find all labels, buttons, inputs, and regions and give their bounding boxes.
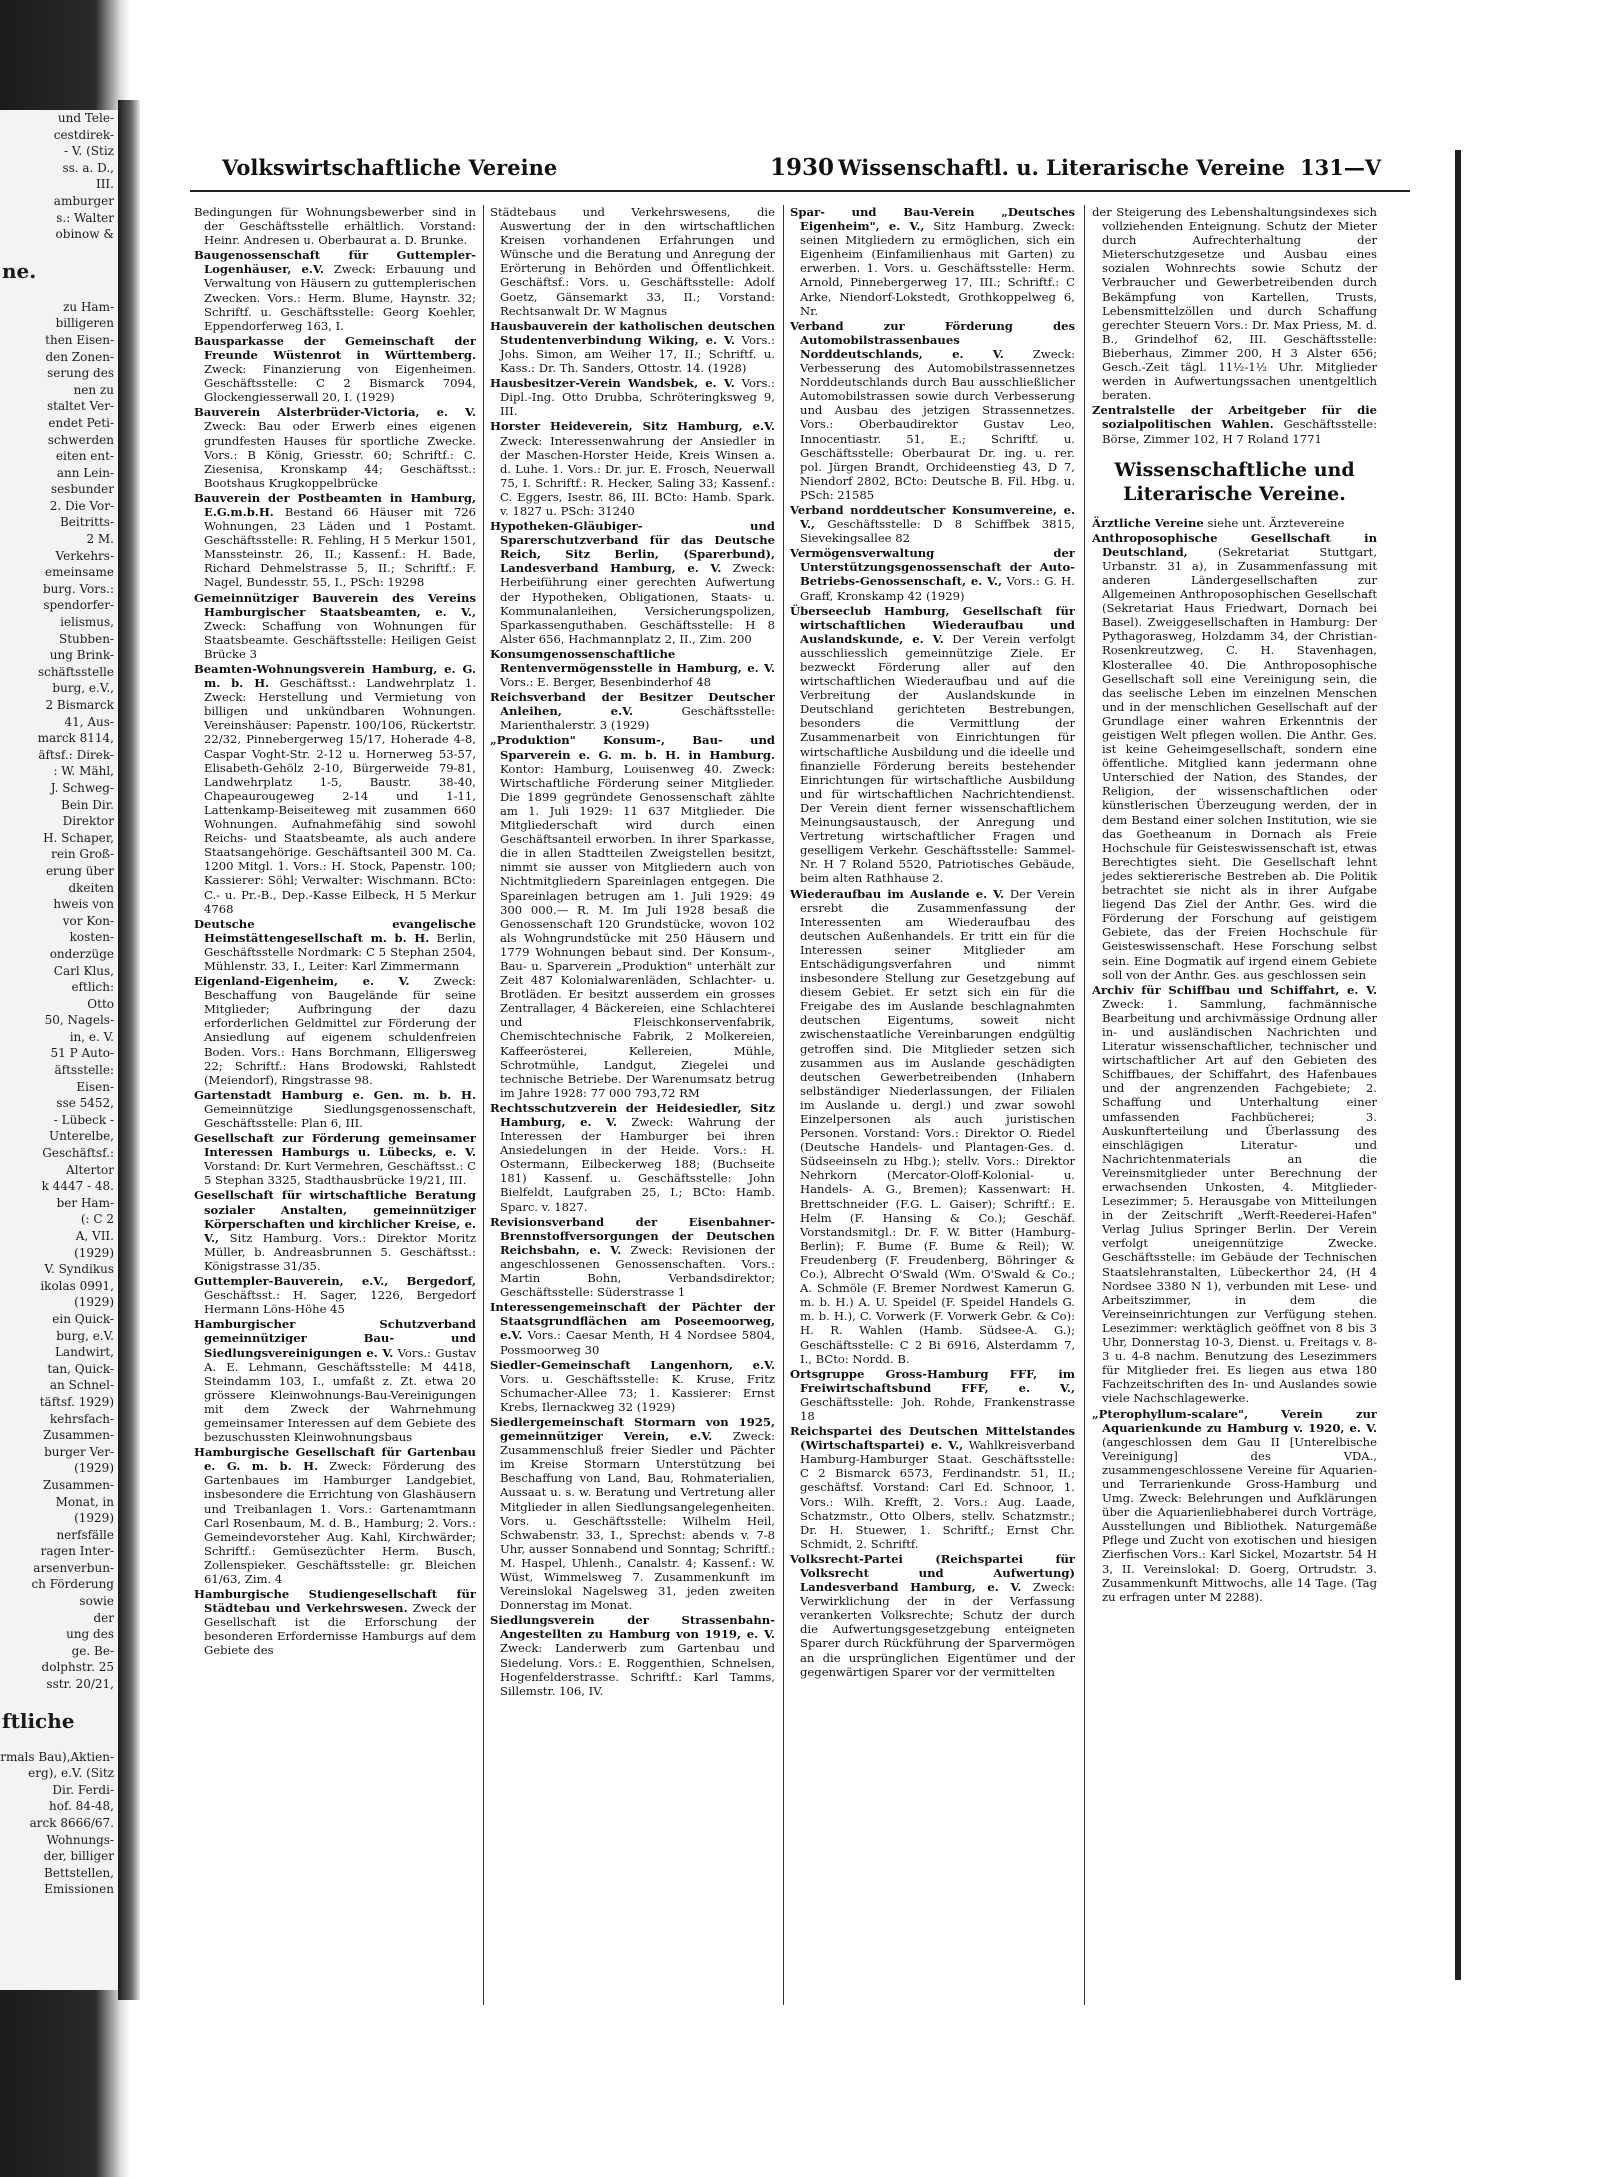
facing-page-line: arck 8666/67. [29,1816,114,1830]
facing-page-line: ielismus, [60,615,114,630]
book-gutter [118,100,140,2000]
facing-page-line: arsenverbun- [33,1560,114,1575]
directory-entry [1092,983,1377,1406]
facing-page-line: sstr. 20/21, [46,1677,114,1692]
entry-text: Zweck: Herbeiführung einer gerechten Aufwertung der Hypotheken, Obligationen, Staats- u. Kommunalanleihen, Versicherungspolizen, Sparkassenguthaben. Geschäftsstelle: H 8 Alster 656, Hachmannplatz 2, II., Zim. 200 [500,561,775,646]
entry-title: Volksrecht-Partei (Reichspartei für Volksrecht und Aufwertung) Landesverband Hamburg, e. V. [790,1551,1075,1595]
entry-title: Vermögensverwaltung der Unterstützungsgenossenschaft der Auto-Betriebs-Genossenschaft, e. V., [790,546,1075,589]
facing-page-line: Altertor [66,1162,114,1177]
facing-page-line: täftsf. 1929) [39,1394,114,1409]
entry-title: Hamburgischer Schutzverband gemeinnütziger Bau- und Siedlungsvereinigungen e. V. [194,1317,476,1360]
entry-title: Reichsverband der Besitzer Deutscher Anleihen, e.V. [490,690,775,719]
entry-text: Zweck: Schaffung von Wohnungen für Staatsbeamte. Geschäftsstelle: Heiligen Geist Brücke 3 [204,618,476,661]
entry-text: Vors.: Dipl.-Ing. Otto Drubba, Schröteringksweg 9, III. [500,376,775,419]
directory-entry [1092,205,1377,402]
entry-text: Vors.: E. Berger, Besenbinderhof 48 [500,675,711,690]
directory-entry [194,1587,476,1657]
directory-entry [194,1445,476,1586]
entry-text: Zweck: Wahrung der Interessen der Hamburger bei ihren Ansiedelungen in der Heide. Vors.: H. Ostermann, Eilbeckerweg 188; (Buchseite 181) Kassenf. u. Geschäftsstelle: John Bielfeldt, Laufgraben 25, I.; BCto: Hamb. Sparc. v. 1827. [500,1115,775,1214]
entry-title: Deutsche evangelische Heimstättengesellschaft m. b. H. [194,916,476,945]
facing-page-line: hof. 84-48, [48,1799,114,1814]
facing-page-line: : W. Mähl, [53,764,114,779]
facing-page-line: sesbunder [50,482,114,497]
facing-page-line: äftsf.: Direk- [38,747,114,762]
facing-page-line: zu Ham- [63,299,114,314]
entry-title: Siedlergemeinschaft Stormarn von 1925, gemeinnütziger Verein, e.V. [490,1414,775,1444]
entry-title: Hausbesitzer-Verein Wandsbek, e. V. [490,376,735,391]
facing-page-line: serung des [47,366,114,381]
text-column-4 [1092,205,1377,2045]
entry-text: Der Verein verfolgt ausschliesslich gemeinnützige Ziele. Er bezweckt Förderung aller auf den wirtschaftlichen Wiederaufbau und auf die Verbreitung der Auslandskunde in Deutschland gerichteten Bestrebungen, besonders die Vermittlung der Zusammenarbeit von Einrichtungen für wirtschaftliche Ausbildung und die ideelle und finanzielle Förderung bereits bestehender Einrichtungen für wirtschaftliche Ausbildung und für wirtschaftlichen Nachrichtendienst. Der Verein dient ferner wissenschaftlichem Meinungsaustausch, der Anregung und Vertretung wirtschaftlicher Fragen und geselligem Verkehr. Geschäftsstelle: Sammel-Nr. H 7 Roland 5520, Patriotisches Gebäude, beim alten Rathhause 2. [800,631,1075,886]
running-header [180,153,1410,183]
entry-text: Zweck der Gesellschaft ist die Erforschung der besonderen Erfordernisse Hamburgs auf dem Gebiete des [204,1601,476,1658]
entry-text: Bedingungen für Wohnungsbewerber sind in der Geschäftsstelle erhältlich. Vorstand: Heinr. Andresen u. Oberbaurat a. D. Brunke. [194,205,476,248]
facing-page-line: Unterelbe, [48,1129,114,1144]
scan-right-margin [1430,0,1600,2177]
entry-text: Geschäftsst.: H. Sager, 1226, Bergedorf Hermann Löns-Höhe 45 [204,1288,476,1317]
entry-text: Zweck: 1. Sammlung, fachmännische Bearbeitung und archivmässige Ordnung aller in- und ausländischen Nachrichten und Literatur wissenschaftlicher, technischer und wirtschaftlicher Art auf den Gebieten des Schiffbaues, der Schiffahrt, des Hafenbaues und der angrenzenden Fachgebiete; 2. Schaffung und Unterhaltung einer umfassenden Fachbücherei; 3. Auskunfterteilung und Überlassung des einschlägigen Literatur- und Nachrichtenmaterials an die Vereinsmitglieder unter Berechnung der erwachsenden Unkosten, 4. Mitglieder-Lesezimmer; 5. Herausgabe von Mitteilungen in der Zeitschrift „Werft-Reederei-Hafen" Verlag Julius Springer Berlin. Der Verein verfolgt uneigennützige Zwecke. Geschäftsstelle: im Gebäude der Technischen Staatslehranstalten, Lübeckerthor 24, (H 4 Nordsee 3380 N 1), verbunden mit Lese- und Arbeitszimmer, in dem die Vereinseinrichtungen zur Verfügung stehen. Lesezimmer: werktäglich geöffnet von 8 bis 3 Uhr, Donnerstag 10-3, Dienst. u. Freitags v. 8-3 u. 4-8 nachm. Benutzung des Lesezimmers für Mitglieder frei. Es liegen aus etwa 180 Fachzeitschriften des In- und Auslandes sowie viele Nachschlagewerke. [1102,996,1377,1406]
entry-text: Geschäftsstelle: Marienthalerstr. 3 (1929) [500,704,775,733]
entry-text: Geschäftsstelle: D 8 Schiffbek 3815, Sievekingsallee 82 [800,517,1075,546]
entry-text: Städtebaus und Verkehrswesens, die Auswertung der in den wirtschaftlichen Kreisen vorhandenen Erfahrungen und Wünsche und die Beratung und Anregung der Erörterung in Behörden und Öffentlichkeit. Geschäftsf.: Vors. u. Geschäftsstelle: Adolf Goetz, Gänsemarkt 33, II.; Vorstand: Rechtsanwalt Dr. W Magnus [490,205,775,318]
facing-page-line: endet Peti- [48,415,114,430]
entry-title: Eigenland-Eigenheim, e. V. [194,974,410,989]
facing-page-line: in, e. V. [69,1029,114,1044]
entry-text: Sitz Hamburg. Vors.: Direktor Moritz Müller, b. Andreasbrunnen 5. Geschäftsst.: Königstrasse 31/35. [204,1230,476,1273]
facing-page-line: Eisen- [76,1079,114,1094]
directory-entry [194,917,476,973]
facing-page-line: burg. Vors.: [43,581,114,596]
facing-page-line: Landwirt, [54,1345,114,1360]
facing-page-line: erung über [45,863,114,878]
directory-entry [194,205,476,247]
facing-page-line: 2. Die Vor- [49,498,114,513]
directory-entry [490,519,775,646]
facing-page-line: J. Schweg- [50,780,114,795]
directory-entry [790,205,1075,318]
facing-page-line: der [93,1610,114,1625]
entry-text: Wahlkreisverband Hamburg-Hamburger Staat. Geschäftsstelle: C 2 Bismarck 6573, Ferdinandstr. 51, II.; geschäftsf. Vorstand: Carl Ed. Schnoor, 1. Vors.: Wilh. Krefft, 2. Vors.: Aug. Laade, Schatzmstr., Otto Olbers, stellv. Schatzmstr.; Dr. H. Stuewer, 1. Schriftf.; Ernst Chr. Schmidt, 2. Schriftf. [800,1438,1075,1551]
entry-text: Zweck: Erbauung und Verwaltung von Häusern zu guttemplerischen Zwecken. Vors.: Herm. Blume, Haynstr. 32; Schriftf. u. Geschäftsstelle: Georg Koehler, Eppendorferweg 163, I. [204,262,476,333]
facing-page-line: und Tele- [57,111,114,125]
entry-text: Zweck: Landerwerb zum Gartenbau und Siedelung. Vors.: E. Roggenthien, Schnelsen, Hogenfelderstrasse. Schriftf.: Karl Tamms, Sillemstr. 106, IV. [500,1641,775,1698]
facing-page-line: 51 P Auto- [50,1046,114,1061]
facing-page-line: Otto [87,996,114,1011]
entry-title: Baugenossenschaft für Guttempler-Logenhäuser, e.V. [194,248,476,277]
entry-text: Zweck: Verwirklichung der in der Verfassung verankerten Volksrechte; Schutz der durch die Aufwertungsgesetzgebung enteigneten Sparer durch Rückführung der Sparvermögen an die ursprünglichen Eigentümer und der gegenwärtigen Sparer vor der vermittelten [800,1580,1075,1679]
entry-text: siehe unt. Ärztevereine [1203,515,1345,530]
facing-page-line: eftlich: [71,980,114,995]
facing-page-line: amburger [53,193,114,208]
facing-page-line: then Eisen- [45,332,114,347]
facing-page-line: ung des [66,1627,114,1642]
header-right-title: Wissenschaftl. u. Literarische Vereine [838,155,1285,180]
facing-page-line: dolphstr. 25 [41,1660,114,1675]
facing-page-line: ch Förderung [31,1577,114,1592]
facing-page-line: ge. Be- [71,1643,114,1658]
entry-title: Gesellschaft zur Förderung gemeinsamer Interessen Hamburgs u. Lübecks, e. V. [194,1131,476,1160]
facing-page-line: k 4447 - 48. [41,1179,114,1194]
document-page [140,95,1430,2055]
facing-page-line: A, VII. [75,1229,114,1243]
directory-entry [790,887,1075,1366]
entry-text: Geschäftsstelle: Börse, Zimmer 102, H 7 Roland 1771 [1102,417,1377,446]
directory-entry [194,591,476,661]
text-column-1 [194,205,476,2045]
directory-entry [194,1317,476,1444]
facing-page-line: hweis von [53,897,114,912]
directory-entry [490,690,775,732]
facing-page-line: Direktor [62,814,114,829]
header-rule [190,190,1410,192]
facing-page-line: staltet Ver- [47,399,114,414]
entry-title: Hypotheken-Gläubiger- und Sparerschutzverband für das Deutsche Reich, Sitz Berlin, (Sparerbund), Landesverband Hamburg, e. V. [490,519,775,576]
directory-entry [790,1552,1075,1679]
entry-title: Wiederaufbau im Auslande e. V. [790,886,1005,901]
entry-title: Konsumgenossenschaftliche Rentenvermögensstelle in Hamburg, e. V. [490,646,775,675]
entry-text: Vors.: Gustav A. E. Lehmann, Geschäftsstelle: M 4418, Steindamm 103, I., umfaßt z. Zt. etwa 20 grössere Kleinwohnungs-Bau-Vereinigungen mit dem Zweck der Wahrnehmung gemeinsamer Interessen auf dem Gebiete des bezuschussten Kleinwohnungsbaus [204,1345,476,1445]
facing-page-line: sse 5452, [56,1096,114,1111]
directory-entry [790,604,1075,886]
directory-entry [490,319,775,375]
header-left-title: Volkswirtschaftliche Vereine [222,155,558,180]
facing-page-line: tan, Quick- [47,1361,114,1376]
facing-page-line: erg), e.V. (Sitz [28,1766,114,1781]
facing-page-line: Stubben- [58,631,114,646]
facing-page-line: (1929) [74,1461,114,1476]
directory-entry [1092,516,1377,530]
entry-title: „Produktion" Konsum-, Bau- und Sparverein e. G. m. b. H. in Hamburg. [490,733,775,762]
directory-entry [194,248,476,333]
facing-page-line: Bein Dir. [61,797,114,812]
entry-title: Anthroposophische Gesellschaft in Deutschland, [1092,530,1377,559]
facing-page-line: ber Ham- [56,1195,114,1210]
facing-page-line: schwerden [47,432,114,447]
column-divider [1084,205,1085,2005]
facing-page-line: billigeren [55,316,114,331]
facing-page-line: Zusammen- [42,1428,114,1443]
entry-text: Gemeinnützige Siedlungsgenossenschaft, Geschäftsstelle: Plan 6, III. [204,1101,476,1130]
facing-page-line: s.: Walter [56,210,114,225]
facing-page-line: dkeiten [68,880,114,895]
facing-page-line: den Zonen- [45,349,114,364]
facing-page-heading: ftliche [2,1708,75,1733]
entry-text: Sitz Hamburg. Zweck: seinen Mitgliedern zu ermöglichen, sich ein Eigenheim (Einfamilienhaus mit Garten) zu erwerben. 1. Vors. u. Geschäftsstelle: Herm. Arnold, Pinnebergerweg 17, III.; Schriftf.: C Arke, Niendorf-Lokstedt, Grothkoppelweg 6, Nr. [800,219,1075,318]
directory-entry [1092,403,1377,445]
facing-page-line: vor Kon- [62,913,114,928]
facing-page-line: 2 M. [86,532,114,547]
facing-page-line: ikolas 0991, [40,1278,114,1293]
facing-page-line: (1929) [74,1295,114,1310]
facing-page-line: rein Groß- [51,847,114,862]
entry-text: Zweck: Zusammenschluß freier Siedler und Pächter im Kreise Stormarn Unterstützung bei Beschaffung von Land, Bau, Rohmaterialien, Aussaat u. s. w. Beratung und Vertretung aller Mitglieder in allen Siedlungsangelegenheiten. Vors. u. Geschäftsstelle: Wilhelm Heil, Schwabenstr. 33, I., Sprechst: abends v. 7-8 Uhr, ausser Sonnabend und Sonntag; Schriftf.: M. Haspel, Uhlenh., Canalstr. 4; Kassenf.: W. Wüst, Wimmelsweg 7. Zusammenkunft im Vereinslokal Nagelsweg 31, jeden zweiten Donnerstag im Monat. [500,1429,775,1613]
directory-entry [1092,1407,1377,1604]
facing-page-line: ung Brink- [49,648,114,663]
column-divider [783,205,784,2005]
entry-title: „Pterophyllum-scalare", Verein zur Aquarienkunde zu Hamburg v. 1920, e. V. [1092,1406,1377,1435]
facing-page-line: eiten ent- [55,449,114,464]
facing-page-line: burg, e.V. [56,1328,114,1343]
facing-page-line: H. Schaper, [43,830,114,845]
entry-title: Interessengemeinschaft der Pächter der Staatsgrundflächen am Poseemoorweg, e.V. [490,1300,775,1343]
entry-text: Vors.: G. H. Graff, Kronskamp 42 (1929) [800,574,1075,603]
facing-page-line: nerfsfälle [56,1527,114,1542]
directory-entry [194,1088,476,1130]
facing-page-line: emeinsame [45,565,114,580]
entry-title: Siedlungsverein der Strassenbahn-Angestellten zu Hamburg von 1919, e. V. [490,1613,775,1642]
facing-page-line: nen zu [73,382,114,397]
entry-text: Zweck: Bau oder Erwerb eines eigenen grundfesten Hauses für sportliche Zwecke. Vors.: B König, Griesstr. 60; Schriftf.: C. Ziesenisa, Kronskamp 44; Geschäftsst.: Bootshaus Krugkoppelbrücke [204,419,476,490]
facing-page-fragment [0,110,118,1990]
entry-text: Bestand 66 Häuser mit 726 Wohnungen, 23 Läden und 1 Postamt. Geschäftsstelle: R. Fehling, H 5 Merkur 1501, Manssteinstr. 26, II.; Kassenf.: H. Bade, Richard Dehmelstrasse 5, II.; Schriftf.: F. Nagel, Bundesstr. 55, I., PSch: 19298 [204,504,476,590]
facing-page-line: Dir. Ferdi- [52,1782,114,1797]
entry-text: Vors.: Johs. Simon, am Weiher 17, II.; Schriftf. u. Kass.: Dr. Th. Sanders, Ottostr. 14. (1928) [500,332,775,376]
column-divider [483,205,484,2005]
entry-text: Der Verein ersrebt die Zusammenfassung der Interessenten am Wiederaufbau des deutschen Außenhandels. Er tritt ein für die Interessen seiner Mitglieder am Entschädigungsverfahren und nimmt insbesondere Stellung zur Gesetzgebung auf diesem Gebiet. Er setzt sich ein für die Freigabe des im Auslande beschlagnahmten deutschen Eigentums, soweit nicht zwischenstaatliche Vereinbarungen endgültig getroffen sind. Die Mitglieder setzen sich zusammen aus im Auslande geschädigten deutschen Gewerbetreibenden (Inhabern selbständiger Niederlassungen, der Filialen im Auslande u. dergl.) und zwar sowohl Einzelpersonen als auch juristischen Personen. Vorstand: Vors.: Direktor O. Riedel (Deutsche Handels- und Plantagen-Ges. d. Südseeinseln zu Hbg.); stellv. Vors.: Direktor Nehrkorn (Mercator-Oloff-Kolonial- u. Handels- A. G., Bremen); Kassenwart: H. Brettschneider (F.G. L. Gaiser); Schriftf.: E. Helm (F. Hansing & Co.); Geschäf. Vorstandsmitgl.: Dr. F. W. Bitter (Hamburg-Berlin); F. Bume (F. Bume & Reil); W. Freudenberg (F. Freudenberg, Böhringer & Co.), Albrecht O'Swald (Wm. O'Swald & Co.; A. Schmöle (F. Bremer Nordwest Kamerun G. m. b. H.) A. U. Speidel (F. Speidel Handels G. m. b. H.), C. Vorwerk (F. Vorwerk Gebr. & Co): H. R. Wahlen (Hamb. Südsee-A. G.); Geschäftsstelle: C 2 Bi 6916, Alsterdamm 7, I., BCto: Nordd. B. [800,886,1075,1366]
entry-text: Geschäftsstelle: Joh. Rohde, Frankenstrasse 18 [800,1394,1075,1423]
directory-entry [194,405,476,490]
facing-page-line: kehrsfach- [49,1411,114,1426]
entry-title: Gemeinnütziger Bauverein des Vereins Hamburgischer Staatsbeamten, e. V., [194,590,476,619]
directory-entry [790,546,1075,602]
entry-text: (angeschlossen dem Gau II [Unterelbische Vereinigung] des VDA., zusammengeschlossene Vereine für Aquarien- und Terrarienkunde Gross-Hamburg und Umg. Zweck: Belehrungen und Aufklärungen über die Aquarienliebhaberei durch Vorträge, Ausstellungen und Bibliothek. Naturgemäße Pflege und Zucht von exotischen und hiesigen Zierfischen Vors.: Karl Sickel, Mozartstr. 54 H 3, II. Vereinslokal: D. Goerg, Ortrudstr. 3. Zusammenkunft Mittwochs, alle 14 Tage. (Tag zu erfragen unter M 2288). [1102,1434,1377,1604]
facing-page-line: 2 Bismarck [45,698,114,712]
facing-page-line: V. Syndikus [44,1262,114,1277]
directory-entry [490,1613,775,1698]
facing-page-line: - Lübeck - [53,1112,114,1127]
facing-page-line: kosten- [69,930,114,945]
directory-entry [490,1215,775,1300]
entry-text: Vorstand: Dr. Kurt Vermehren, Geschäftsst.: C 5 Stephan 3325, Stadthausbrücke 19/21, III. [204,1159,476,1188]
directory-entry [1092,531,1377,982]
directory-entry [490,733,775,1099]
directory-entry [490,1300,775,1356]
directory-entry [490,647,775,689]
facing-page-line: sowie [79,1594,114,1609]
facing-page-line: Geschäftsf.: [42,1146,114,1161]
entry-text: Berlin, Geschäftsstelle Nordmark: C 5 Stephan 2504, Mühlenstr. 33, I., Leiter: Karl Zimmermann [204,930,476,973]
entry-title: Hamburgische Studiengesellschaft für Städtebau und Verkehrswesen. [194,1587,476,1616]
entry-title: Spar- und Bau-Verein „Deutsches Eigenheim", e. V., [790,205,1075,234]
directory-entry [194,662,476,916]
facing-page-line: Emissionen [44,1882,114,1897]
entry-title: Reichspartei des Deutschen Mittelstandes (Wirtschaftspartei) e. V., [790,1424,1075,1453]
facing-page-line: cestdirek- [53,127,114,142]
entry-title: Gartenstadt Hamburg e. Gen. m. b. H. [194,1087,476,1102]
facing-page-line: Wohnungs- [46,1832,114,1847]
entry-title: Verband norddeutscher Konsumvereine, e. V., [790,502,1075,532]
entry-text: Zweck: Beschaffung von Baugelände für seine Mitglieder; Aufbringung der dazu erforderlichen Geldmittel zur Förderung der Ansiedlung auf eigenem schuldenfreien Boden. Vors.: Hans Borchmann, Elligersweg 22; Schriftf.: Hans Brodowski, Rahlstedt (Meiendorf), Ringstrasse 98. [204,974,476,1087]
entry-text: Zweck: Interessenwahrung der Ansiedler in der Maschen-Horster Heide, Kreis Winsen a. d. Luhe. 1. Vors.: Dr. jur. E. Frosch, Neuerwall 75, I. Schriftf.: R. Hecker, Saling 33; Kassenf.: C. Eggers, Isestr. 86, III. BCto: Hamb. Spark. v. 1827 u. PSch: 31240 [500,433,775,518]
entry-title: Überseeclub Hamburg, Gesellschaft für wirtschaftlichen Wiederaufbau und Auslandskunde, e. V. [790,603,1075,646]
entry-text: Zweck: Förderung des Gartenbaues im Hamburger Landgebiet, insbesondere die Errichtung von Glashäusern und Treibanlagen 1. Vors.: Gartenamtmann Carl Rosenbaum, M. d. B., Hamburg; 2. Vors.: Gemeindevorsteher Aug. Kahl, Kirchwärder; Schriftf.: Gemüsezüchter Herm. Busch, Zollenspieker. Geschäftsstelle: gr. Bleichen 61/63, Zim. 4 [204,1459,476,1586]
facing-page-line: (1929) [74,1511,114,1526]
facing-page-line: (1929) [74,1245,114,1260]
entry-title: Ortsgruppe Gross-Hamburg FFF, im Freiwirtschaftsbund FFF, e. V., [790,1366,1075,1395]
directory-entry [194,1274,476,1316]
directory-entry [490,376,775,418]
directory-entry [790,319,1075,502]
directory-entry [490,1415,775,1612]
facing-page-line: Carl Klus, [53,963,114,978]
facing-page-heading: ne. [2,258,37,283]
text-column-2 [490,205,775,2045]
entry-title: Beamten-Wohnungsverein Hamburg, e. G. m. b. H. [194,662,476,691]
facing-page-line: schäftsstelle [37,664,114,679]
directory-entry [194,1131,476,1187]
page-number: 131—V [1300,155,1382,180]
entry-title: Guttempler-Bauverein, e.V., Bergedorf, [194,1274,476,1289]
entry-title: Horster Heideverein, Sitz Hamburg, e.V. [490,419,775,434]
facing-page-line: ragen Inter- [40,1544,114,1559]
header-year: 1930 [770,154,835,181]
facing-page-line: 50, Nagels- [44,1013,114,1028]
directory-entry [790,503,1075,545]
directory-entry [490,1358,775,1414]
entry-title: Revisionsverband der Eisenbahner-Brennstoffversorgungen der Deutschen Reichsbahn, e. V. [490,1214,775,1257]
text-column-3 [790,205,1075,2045]
directory-entry [490,419,775,518]
directory-entry [194,491,476,590]
entry-title: Hausbauverein der katholischen deutschen Studentenverbindung Wiking, e. V. [490,318,775,347]
entry-title: Bauverein Alsterbrüder-Victoria, e. V. [194,405,476,420]
facing-page-line: ann Lein- [56,465,114,480]
facing-page-line: der, billiger [43,1849,114,1864]
entry-text: der Steigerung des Lebenshaltungsindexes sich vollziehenden Enteignung. Schutz der Mieter durch Aufrechterhaltung der Mieterschutzgesetze und Ausbau eines sozialen Wohnrechts sowie Schutz der Verbraucher und Gewerbetreibenden durch Bekämpfung von Kartellen, Trusts, Lebensmittelzöllen und durch Schaffung gerechter Steuern Vors.: Dr. Max Priess, M. d. B., Grindelhof 62, III. Geschäftsstelle: Bieberhaus, Zimmer 200, H 3 Alster 656; Gesch.-Zeit tägl. 11½-1½ Uhr. Mitglieder werden in Aufwertungssachen unentgeltlich beraten. [1092,205,1377,403]
entry-title: Bausparkasse der Gemeinschaft der Freunde Wüstenrot in Württemberg. [194,333,476,362]
entry-title: Gesellschaft für wirtschaftliche Beratung sozialer Anstalten, gemeinnütziger Körperschaften und kirchlicher Kreise, e. V., [194,1188,476,1245]
facing-page-line: (: C 2 [80,1212,114,1227]
facing-page-line: III. [95,177,114,192]
entry-title: Verband zur Förderung des Automobilstrassenbaues Norddeutschlands, e. V. [790,318,1075,361]
entry-text: (Sekretariat Stuttgart, Urbanstr. 31 a), in Zusammenfassung mit anderen Ländergesellschaften zur Allgemeinen Anthroposophischen Gesellschaft (Sekretariat Haus Friedwart, Dornach bei Basel). Zweiggesellschaften in Hamburg: Der Pythagorasweg, Holzdamm 34, der Christian-Rosenkreutzweg, C. H. Stavenhagen, Klosterallee 40. Die Anthroposophische Gesellschaft soll eine Vereinigung sein, die das seelische Leben im einzelnen Menschen und in der menschlichen Gesellschaft auf der Grundlage einer wahren Erkenntnis der geistigen Welt pflegen wollen. Die Anthr. Ges. ist keine Geheimgesellschaft, sondern eine öffentliche. Mitglied kann jedermann ohne Unterschied der Nation, des Standes, der Religion, der wissenschaftlichen oder künstlerischen Überzeugung werden, der in dem Bestand einer solchen Institution, wie sie das Goetheanum in Dornach als Freie Hochschule für Geisteswissenschaft ist, etwas Berechtigtes sieht. Die Gesellschaft lehnt jedes sektiererische Bestreben ab. Die Politik betrachtet sie nicht als in ihrer Aufgabe liegend Das Ziel der Anthr. Ges. wird die Förderung der Forschung auf geistigem Gebiete, das der Freien Hochschule für Geisteswissenschaft. Hese Forschung selbst sein. Eine Dogmatik auf irgend einem Gebiete soll von der Anthr. Ges. aus geschlossen sein [1102,544,1377,982]
facing-page-line: marck 8114, [37,731,114,746]
page-edge-shadow [1455,150,1461,1980]
facing-page-line: Zusammen- [42,1477,114,1492]
entry-text: Zweck: Finanzierung von Eigenheimen. Geschäftsstelle: C 2 Bismarck 7094, Glockengiesserwall 20, I. (1929) [204,362,476,405]
entry-title: Rechtsschutzverein der Heidesiedler, Sitz Hamburg, e. V. [490,1100,775,1129]
entry-title: Bauverein der Postbeamten in Hamburg, E.G.m.b.H. [194,490,476,519]
facing-page-line: - V. (Stiz [64,144,114,159]
facing-page-line: spendorfer- [43,598,114,613]
entry-title: Siedler-Gemeinschaft Langenhorn, e.V. [490,1357,775,1372]
facing-page-line: ein Quick- [52,1311,114,1326]
entry-text: Kontor: Hamburg, Louisenweg 40. Zweck: Wirtschaftliche Förderung seiner Mitglieder. Die 1899 gegründete Genossenschaft zählte am 1. Juli 1929: 11 637 Mitglieder. Die Mitgliederschaft wird durch einen Geschäftsanteil erworben. In ihrer Sparkasse, die in allen Stadtteilen Zweigstellen besitzt, nimmt sie ausser von Mitgliedern auch von Nichtmitgliedern Spareinlagen entgegen. Die Spareinlagen betrugen am 1. Juli 1929: 49 300 000.— R. M. Im Juli 1928 besaß die Genossenschaft 120 Grundstücke, wovon 102 als Wohngrundstücke mit 250 Häusern und 1779 Wohnungen bebaut sind. Der Konsum-, Bau- u. Sparverein „Produktion" unterhält zur Zeit 487 Kolonialwarenläden, Schlachter- u. Brotläden. Er besitzt ausserdem ein grosses Zentrallager, 4 Bäckereien, eine Schlachterei und Fleischkonservenfabrik, Chemischtechnische Fabrik, 2 Molkereien, Kaffeerösterei, Kellereien, Mühle, Schrotmühle, Landgut, Ziegelei und technische Betriebe. Der Warenumsatz betrug im Jahre 1928: 77 000 793,72 RM [500,761,775,1100]
facing-page-line: 41, Aus- [64,714,114,729]
directory-entry [194,334,476,404]
entry-title: Archiv für Schiffbau und Schiffahrt, e. V. [1092,982,1377,997]
facing-page-line: Beitritts- [59,515,114,530]
entry-text: Geschäftsst.: Landwehrplatz 1. Zweck: Herstellung und Vermietung von billigen und unkündbaren Wohnungen. Vereinshäuser: Papenstr. 100/106, Rückertstr. 22/32, Pinnebergerweg 15/17, Hoherade 4-8, Caspar Voght-Str. 2-12 u. Hornerweg 53-57, Elisabeth-Gehölz 2-10, Bürgerweide 79-81, Landwehrplatz 1-5, Baustr. 38-40, Chapeaurougeweg 2-14 und 1-11, Lattenkamp-Beiseiteweg mit zusammen 660 Wohnungen. Aufnahmefähig sind sowohl Reichs- und Staatsbeamte, als auch andere Staatsangehörige. Geschäftsanteil 300 M. Ca. 1200 Mitgl. 1. Vors.: H. Stock, Papenstr. 100; Kassierer: Söhl; Verwalter: Wischmann. BCto: C.- u. Pr.-B., Dep.-Kasse Eilbeck, H 5 Merkur 4768 [204,676,476,916]
facing-page-line: burger Ver- [44,1444,114,1459]
entry-title: Ärztliche Vereine [1092,515,1204,530]
section-heading: Wissenschaftliche und Literarische Vereine. [1114,458,1355,505]
facing-page-line: Monat, in [55,1494,114,1509]
facing-page-line: an Schnel- [49,1378,114,1393]
entry-title: Hamburgische Gesellschaft für Gartenbau e. G. m. b. H. [194,1445,476,1474]
directory-entry [490,1101,775,1214]
entry-text: Vors. u. Geschäftsstelle: K. Kruse, Fritz Schumacher-Allee 73; 1. Kassierer: Ernst Krebs, Ilernackweg 32 (1929) [500,1371,775,1414]
facing-page-line: rmals Bau),Aktien- [0,1749,114,1764]
facing-page-line: ss. a. D., [62,160,114,175]
facing-page-line: burg, e.V., [52,681,114,696]
entry-text: Zweck: Revisionen der angeschlossenen Genossenschaften. Vors.: Martin Bohn, Verbandsdirektor; Geschäftsstelle: Süderstrasse 1 [500,1242,775,1300]
facing-page-line: onderzüge [49,946,114,961]
entry-text: Zweck: Verbesserung des Automobilstrassennetzes Norddeutschlands durch Bau ausschließlicher Automobilstrassen sowie durch Verbesserung und Ausbau des jetzigen Strassennetzes. Vors.: Oberbaudirektor Gustav Leo, Innocentiastr. 51, E.; Schriftf. u. Geschäftsstelle: Oberbaurat Dr. ing. u. rer. pol. Jürgen Brandt, Orchideenstieg 43, D 7, Niendorf 2802, BCto: Deutsche B. Fil. Hbg. u. PSch: 21585 [800,346,1075,502]
facing-page-line: Verkehrs- [55,548,114,563]
directory-entry [790,1424,1075,1551]
directory-entry [194,1188,476,1273]
entry-text: Vors.: Caesar Menth, H 4 Nordsee 5804, Possmoorweg 30 [500,1328,775,1357]
facing-page-line: äftsstelle: [54,1063,114,1078]
directory-entry [790,1367,1075,1423]
directory-entry [490,205,775,318]
facing-page-line: Bettstellen, [44,1865,114,1880]
directory-entry [194,974,476,1087]
entry-title: Zentralstelle der Arbeitgeber für die sozialpolitischen Wahlen. [1092,403,1377,432]
facing-page-line: obinow & [55,227,114,242]
